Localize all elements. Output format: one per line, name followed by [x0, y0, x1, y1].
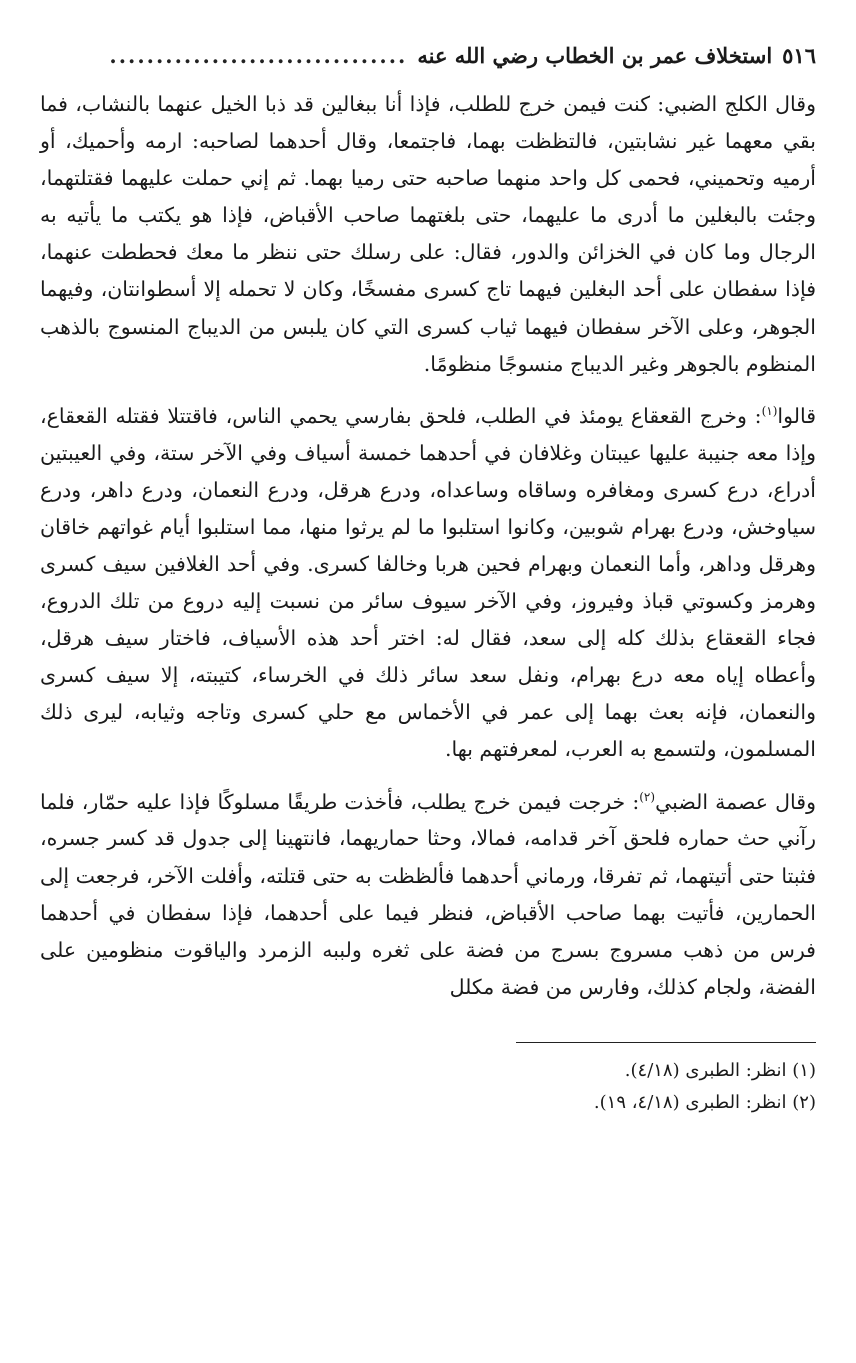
- footnote-ref-2: (٢): [639, 789, 656, 804]
- footnote-1: (١) انظر: الطبرى (٤/١٨).: [624, 1059, 816, 1081]
- footnotes: [40, 1055, 816, 1119]
- page-number: ٥١٦: [782, 43, 816, 68]
- chapter-title: استخلاف عمر بن الخطاب رضي الله عنه: [417, 43, 773, 68]
- paragraph-2: [40, 393, 816, 769]
- paragraph-3-text: : خرجت فيمن خرج يطلب، فأخذت طريقًا مسلوكًا فإذا عليه حمّار، فلما رآني حث حماره فلحق آخر قدامه، فمالا، وحثا حماريهما، فانتهينا إلى جدول قد كسر جسره، فثبتا حتى أتيتهما، ثم تفرقا، ورماني أحدهما فألظظت به حتى قتلته، وأفلت الآخر، فرجعت إلى الحمارين، فأتيت بهما صاحب الأقباض، فنظر فيما على أحدهما، فإذا سفطان في أحدهما فرس من ذهب مسروج بسرج من فضة على ثغره ولببه الزمرد والياقوت منظومين على الفضة، ولجام كذلك، وفارس من فضة مكلل: [40, 789, 816, 999]
- paragraph-2-text: : وخرج القعقاع يومئذ في الطلب، فلحق بفارسي يحمي الناس، فاقتتلا فقتله القعقاع، وإذا معه جنيبة عليها عيبتان وغلافان في أحدهما خمسة أسياف وفي الآخر ستة، وفي العيبتين أدراع، درع كسرى ومغافره وساقاه وساعداه، ودرع هرقل، ودرع النعمان، ودرع داهر، ودرع سياوخش، ودرع بهرام شوبين، وكانوا استلبوا ما لم يرثوا منها، مما استلبوا أيام غواتهم خاقان وهرقل وداهر، وأما النعمان وبهرام فحين هربا وخالفا كسرى. وفي أحد الغلافين سيف كسرى وهرمز وكسوتي قباذ وفيروز، وفي الآخر سيوف سائر من نسبت إليه دروع من تلك الدروع، فجاء القعقاع بذلك كله إلى سعد، فقال له: اختر أحد هذه الأسياف، فاختار سيف هرقل، وأعطاه إياه معه درع بهرام، ونفل سعد سائر ذلك في الخرساء، كتيبته، إلا سيف كسرى والنعمان، فإنه بعث بهما إلى عمر في الأخماس مع حلي كسرى وتاجه وثيابه، ليرى ذلك المسلمون، ولتسمع به العرب، لمعرفتهم بها.: [40, 403, 816, 762]
- footnote-separator: [516, 1042, 816, 1043]
- paragraph-1-text: وقال الكلج الضبي: كنت فيمن خرج للطلب، فإذا أنا ببغالين قد ذبا الخيل عنهما بالنشاب، فما بقي معهما غير نشابتين، فالتظظت بهما، فاجتمعا، وقال أحدهما لصاحبه: ارمه وأحميك، أو أرميه وتحميني، فحمى كل واحد منهما صاحبه حتى رميا بهما. ثم إني حملت عليهما فقتلتهما، وجئت بالبغلين ما أدرى ما عليهما، حتى بلغتهما صاحب الأقباض، فإذا هو يكتب ما يأتيه به الرجال وما كان في الخزائن والدور، فقال: على رسلك حتى ننظر ما معك فحططت عنهما، فإذا سفطان على أحد البغلين فيهما تاج كسرى مفسخًا، وكان لا تحمله إلا أسطوانتان، وفيهما الجوهر، وعلى الآخر سفطان فيهما ثياب كسرى التي كان يلبس من الديباج المنسوج بالذهب المنظوم بالجوهر وغير الديباج منسوجًا منظومًا.: [40, 92, 816, 376]
- paragraph-1: [40, 86, 816, 383]
- page-header: [40, 40, 816, 74]
- paragraph-3: [40, 779, 816, 1006]
- paragraph-3-lead: وقال عصمة الضبي: [655, 789, 817, 814]
- leader-dots: ................................: [109, 43, 408, 68]
- footnote-2: (٢) انظر: الطبرى (٤/١٨، ١٩).: [593, 1091, 816, 1113]
- book-page: [40, 40, 816, 1330]
- paragraph-2-lead: قالوا: [777, 403, 816, 428]
- footnote-ref-1: (١): [761, 403, 778, 418]
